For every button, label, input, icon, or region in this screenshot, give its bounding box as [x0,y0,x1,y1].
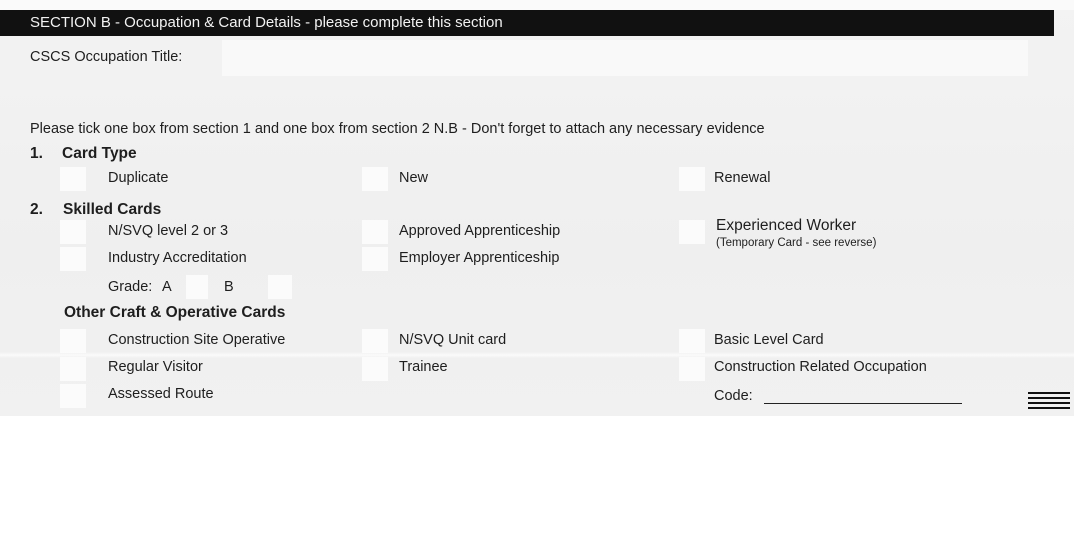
basic-level-card-label: Basic Level Card [714,332,824,348]
section-1-title: Card Type [62,145,137,162]
new-label: New [399,170,429,186]
grade-label: Grade: [108,279,153,295]
approved-apprenticeship-label: Approved Apprenticeship [399,223,561,239]
construction-site-operative-checkbox[interactable] [60,329,86,353]
assessed-route-checkbox[interactable] [60,384,86,408]
grade-a-checkbox[interactable] [186,275,208,299]
regular-visitor-checkbox[interactable] [60,357,86,381]
nsvq-checkbox[interactable] [60,220,86,244]
renewal-label: Renewal [714,170,771,186]
regular-visitor-label: Regular Visitor [108,359,203,375]
section-1-number: 1. [30,145,43,162]
code-underline [764,403,962,404]
top-strip [0,0,1074,10]
nsvq-unit-card-label: N/SVQ Unit card [399,332,507,348]
approved-apprenticeship-checkbox[interactable] [362,220,388,244]
industry-accreditation-checkbox[interactable] [60,247,86,271]
assessed-route-label: Assessed Route [108,386,214,402]
trainee-label: Trainee [399,359,448,375]
duplicate-checkbox[interactable] [60,167,86,191]
section-header: SECTION B - Occupation & Card Details - please complete this section [0,10,1054,36]
other-cards-title: Other Craft & Operative Cards [64,304,286,321]
experienced-worker-checkbox[interactable] [679,220,705,244]
code-label: Code: [714,388,753,404]
barcode-marks-icon [1028,392,1070,412]
grade-b-checkbox[interactable] [268,275,292,299]
grade-b-label: B [224,279,234,295]
renewal-checkbox[interactable] [679,167,705,191]
nsvq-unit-card-checkbox[interactable] [362,329,388,353]
occupation-title-label: CSCS Occupation Title: [30,49,183,65]
industry-accreditation-label: Industry Accreditation [108,250,247,266]
section-2-title: Skilled Cards [63,201,162,218]
employer-apprenticeship-checkbox[interactable] [362,247,388,271]
instruction-text: Please tick one box from section 1 and one box from section 2 N.B - Don't forget to attach any necessary evidence [30,121,765,137]
basic-level-card-checkbox[interactable] [679,329,705,353]
construction-related-occupation-label: Construction Related Occupation [714,359,927,375]
experienced-worker-note: (Temporary Card - see reverse) [716,237,877,249]
nsvq-label: N/SVQ level 2 or 3 [108,223,229,239]
occupation-title-field[interactable] [222,40,1028,76]
grade-a-label: A [162,279,172,295]
duplicate-label: Duplicate [108,170,169,186]
new-checkbox[interactable] [362,167,388,191]
paper-crease [0,352,1074,358]
employer-apprenticeship-label: Employer Apprenticeship [399,250,560,266]
construction-related-occupation-checkbox[interactable] [679,357,705,381]
construction-site-operative-label: Construction Site Operative [108,332,286,348]
experienced-worker-label: Experienced Worker [716,217,857,234]
section-2-number: 2. [30,201,43,218]
trainee-checkbox[interactable] [362,357,388,381]
